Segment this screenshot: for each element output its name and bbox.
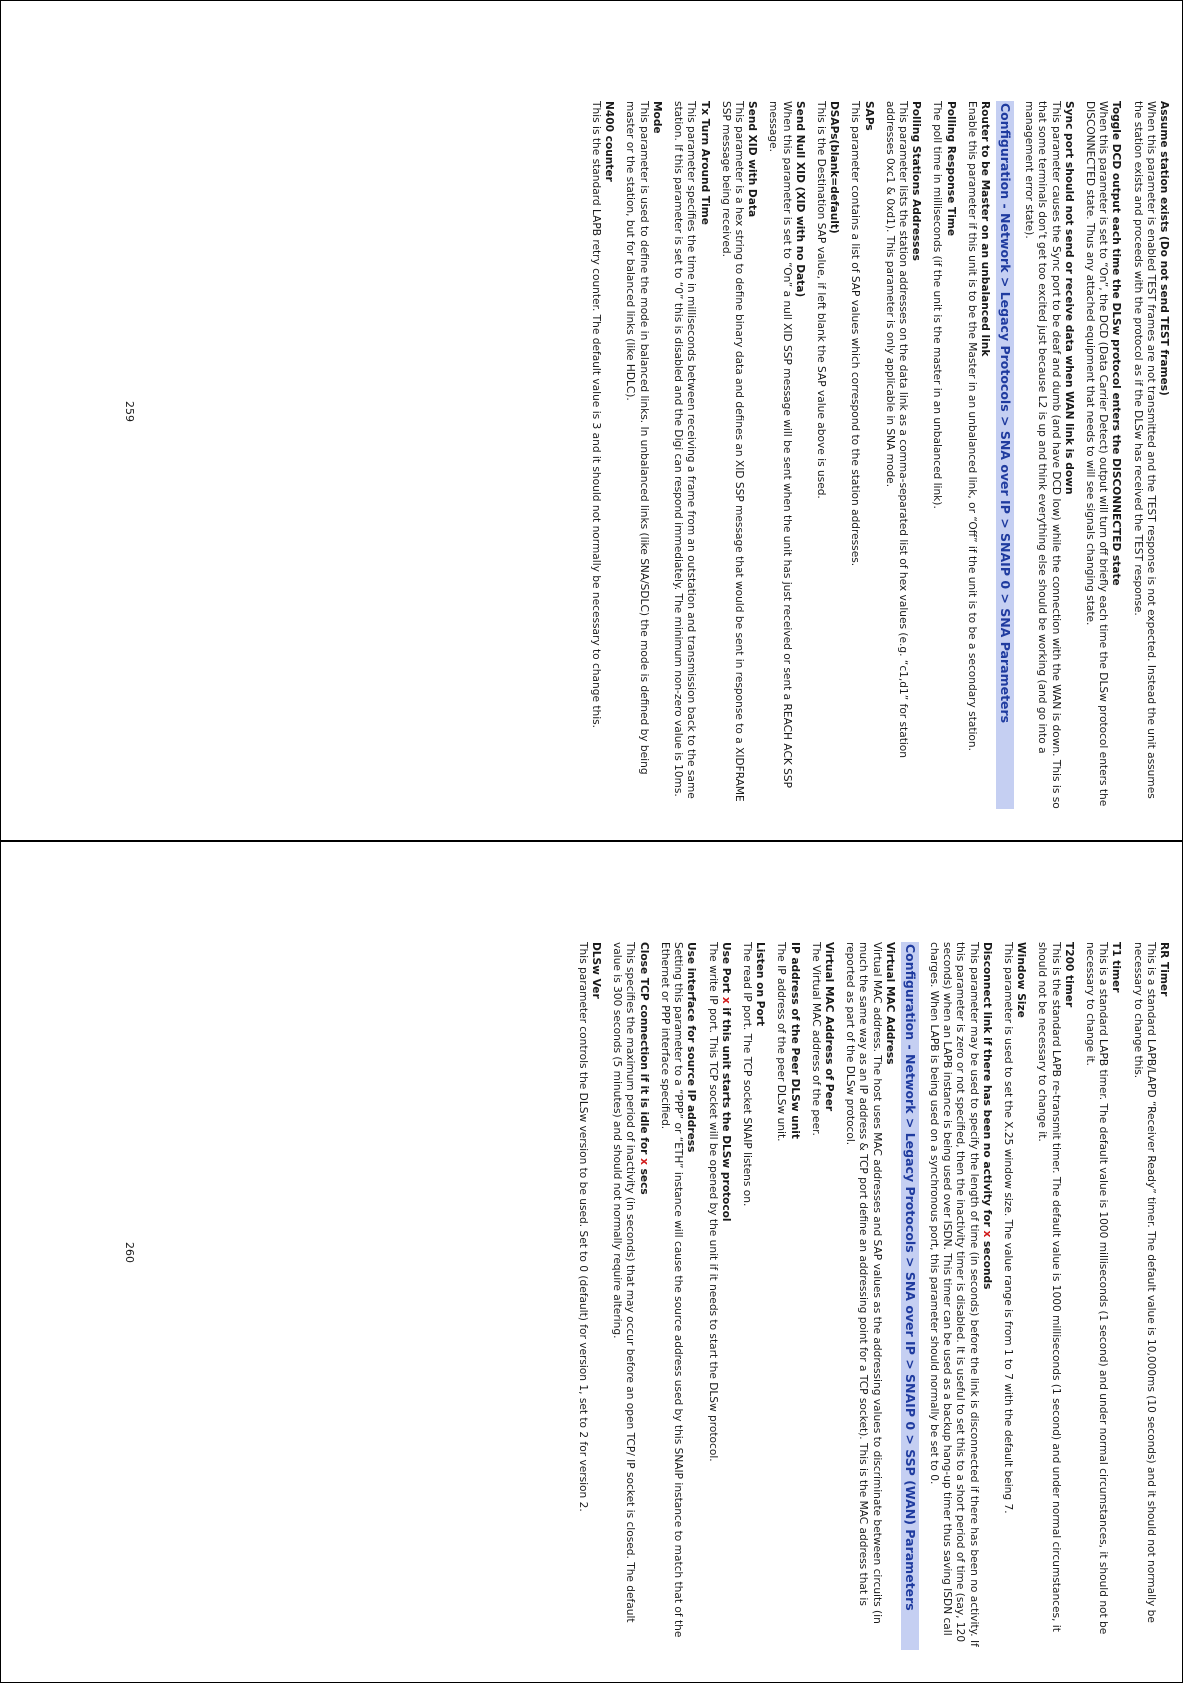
param-heading: DLSw Ver (590, 942, 603, 999)
heading-text: seconds (980, 1237, 993, 1290)
param-description: When this parameter is enabled TEST frames are not transmitted and the TEST response is not expected. Instead the unit assumes the station exists and proceeds with the protocol as if the DLSw has received the TEST response. (1131, 101, 1157, 799)
param-heading: SAPs (862, 101, 875, 131)
param-heading (980, 942, 993, 1650)
param-dlsw-ver (576, 942, 602, 1650)
param-description: This parameter lists the station addresses on the data link as a comma-separated list of hex values (e.g. “c1,d1” for station addresses 0xc1 & 0xd1). This parameter is only applicable in SNA mode. (883, 101, 909, 758)
param-saps (848, 101, 874, 809)
heading-text: Disconnect link if there has been no activity for (980, 942, 993, 1231)
param-description: The Virtual MAC address of the peer. (809, 942, 822, 1136)
param-description: This parameter is used to define the mode in balanced links. In unbalanced links (like SNA/SDLC) the mode is defined by being master or the station, but for balanced links (like HDLC). (624, 101, 650, 775)
page-number: 259 (123, 401, 136, 422)
param-description: When this parameter is set to “On”, the DCD (Data Carrier Detect) output will turn off briefly each time the DLSw protocol enters the DISCONNECTED state. Thus any attached equipment that needs to will see signals changing state. (1083, 101, 1110, 807)
param-t1-timer (1083, 942, 1123, 1650)
param-heading: Toggle DCD output each time the DLSw protocol enters the DISCONNECTED state (1110, 101, 1123, 586)
page-body (581, 101, 1170, 809)
param-heading: DSAPs(blank=default) (828, 101, 841, 234)
param-toggle-dcd (1083, 101, 1123, 809)
param-heading: Listen on Port (754, 942, 767, 1027)
param-router-master (965, 101, 991, 809)
param-send-xid-with-data (719, 101, 759, 809)
page-body (568, 942, 1170, 1650)
param-heading: T200 timer (1062, 942, 1075, 1008)
param-use-port-x (705, 942, 731, 1650)
param-t200-timer (1035, 942, 1075, 1650)
param-heading (637, 942, 650, 1650)
param-description: The poll time in milliseconds (if the unit is the master in an unbalanced link). (931, 101, 944, 509)
param-heading: IP address of the Peer DLSw unit (788, 942, 801, 1139)
param-tx-turn-around-time (671, 101, 711, 809)
param-heading: Window Size (1015, 942, 1028, 1018)
section-header-sna-parameters: Configuration - Network > Legacy Protocols > SNA over IP > SNAIP 0 > SNA Parameters (996, 101, 1014, 809)
heading-text: Use Port (719, 942, 732, 997)
param-heading: Virtual MAC Address of Peer (822, 942, 835, 1112)
param-assume-station-exists (1130, 101, 1170, 809)
param-heading: Send Null XID (XID with no Data) (793, 101, 806, 298)
variable-x: x (637, 1158, 650, 1165)
param-description: This is the standard LAPB re-transmit timer. The default value is 1000 milliseconds (1 second) and under normal circumstances, it should not be necessary to change it. (1036, 942, 1062, 1632)
param-rr-timer (1130, 942, 1170, 1650)
param-heading: Mode (650, 101, 663, 134)
param-ip-address-peer (774, 942, 800, 1650)
param-description: The write IP port. This TCP socket will be opened by the unit if it needs to start the DLSw protocol. (706, 942, 719, 1462)
param-heading: Assume station exists (Do not send TEST frames) (1158, 101, 1170, 396)
param-heading (719, 942, 732, 1650)
param-description: This is the Destination SAP value, if left blank the SAP value above is used. (814, 101, 827, 499)
param-description: The read IP port. The TCP socket SNAIP listens on. (740, 942, 753, 1207)
param-description: This is a standard LAPB timer. The default value is 1000 milliseconds (1 second) and under normal circumstances, it should not be necessary to change it. (1083, 942, 1110, 1635)
param-heading: N400 counter (603, 101, 616, 182)
rotated-page-content (1, 1, 1183, 809)
rotated-page-content (1, 842, 1183, 1647)
param-description: This is the standard LAPB retry counter. The default value is 3 and it should not normally be necessary to change this. (590, 101, 603, 729)
param-polling-response-time (930, 101, 956, 809)
param-virtual-mac-address-peer (809, 942, 835, 1650)
param-description: This parameter is used to set the X.25 window size. The value range is from 1 to 7 with the default being 7. (1001, 942, 1014, 1514)
param-description: This parameter contains a list of SAP values which correspond to the station addresses. (849, 101, 862, 567)
param-heading: Sync port should not send or receive data when WAN link is down (1062, 101, 1075, 495)
heading-text: Close TCP connection if it is idle for (637, 942, 650, 1159)
variable-x: x (719, 996, 732, 1004)
param-dsaps (814, 101, 840, 809)
param-sync-port-wan-down (1022, 101, 1075, 809)
param-heading: Tx Turn Around Time (698, 101, 711, 225)
param-disconnect-link-inactivity (927, 942, 993, 1650)
param-description: This parameter controls the DLSw version to be used. Set to 0 (default) for version 1, set to 2 for version 2. (576, 942, 589, 1512)
page-259 (0, 0, 1183, 841)
param-send-null-xid (766, 101, 806, 809)
param-heading: RR Timer (1158, 942, 1170, 997)
param-virtual-mac-address (843, 942, 896, 1650)
param-description: This is a standard LAPB/LAPD “Receiver Ready” timer. The default value is 10,000ms (10 seconds) and it should not normally be necessary to change this. (1131, 942, 1157, 1623)
param-description: This specifies the maximum period of inactivity (in seconds) that may occur before an open TCP/ IP socket is closed. The default value is 300 seconds (5 minutes) and should not normally require altering. (611, 942, 637, 1623)
section-header-ssp-wan-parameters: Configuration - Network > Legacy Protocols > SNA over IP > SNAIP 0 > SSP (WAN) Parameters (901, 942, 919, 1650)
param-listen-on-port (740, 942, 766, 1650)
param-close-tcp-idle (610, 942, 650, 1650)
page-number: 260 (123, 1242, 136, 1263)
param-description: Enable this parameter if this unit is to be the Master in an unbalanced link, or “Off” if the unit is to be a secondary station. (965, 101, 978, 751)
param-description: Setting this parameter to a “PPP” or “ETH” instance will cause the source address used by this SNAIP instance to match that of the Ethernet or PPP interface specified. (658, 942, 685, 1638)
param-heading: Use interface for source IP address (685, 942, 698, 1153)
heading-text: if this unit starts the DLSw protocol (719, 1003, 732, 1222)
variable-x: x (980, 1230, 993, 1238)
param-heading: T1 timer (1110, 942, 1123, 993)
heading-text: secs (637, 1164, 650, 1195)
param-description: When this parameter is set to “On” a null XID SSP message will be sent when the unit has just received or sent a REACH ACK SSP message. (767, 101, 793, 788)
param-description: The IP address of the peer DLSw unit. (775, 942, 788, 1142)
page-260 (0, 841, 1183, 1683)
param-window-size (1001, 942, 1027, 1650)
param-description: This parameter specifies the time in milliseconds between receiving a frame from an outstation and transmission back to the same station. If this parameter is set to “0” this is disabled and the Digi can respond immediately. The minimum non-zero value is 10ms. (672, 101, 698, 799)
param-description: This parameter is a hex string to define binary data and defines an XID SSP message that would be sent in response to a XIDFRAME SSP message being received. (719, 101, 745, 802)
param-heading: Router to be Master on an unbalanced link (978, 101, 991, 357)
param-heading: Virtual MAC Address (883, 942, 896, 1065)
param-description: Virtual MAC address. The host uses MAC addresses and SAP values as the addressing values to discriminate between circuits (in much the same way as an IP address & TCP port define an addressing point for a TCP socket). This is the MAC address that is reported as part of the DLSw protocol. (844, 942, 883, 1624)
param-description: This parameter may be used to specify the length of time (in seconds) before the link is disconnected if there has been no activity. If this parameter is zero or not specified, then the inactivity timer is disabled. It is useful to set this to a short period of time (say, 120 seconds) when an LAPB instance is being used over ISDN. This timer can be used as a backup hang-up timer thus saving ISDN call charges. When LAPB is being used on a synchronous port, this parameter should normally be set to 0. (927, 942, 980, 1647)
param-polling-stations-addresses (883, 101, 923, 809)
param-mode (623, 101, 663, 809)
param-heading: Polling Stations Addresses (910, 101, 923, 261)
param-description: This parameter causes the Sync port to be deaf and dumb (and have DCD low) while the connection with the WAN is down. This is so that some terminals don’t get too excited just because L2 is up and think everything else should be working (and go into a management error state). (1023, 101, 1062, 809)
param-heading: Send XID with Data (746, 101, 759, 218)
param-n400-counter (589, 101, 615, 809)
param-use-interface-source-ip (658, 942, 698, 1650)
param-heading: Polling Response Time (944, 101, 957, 237)
